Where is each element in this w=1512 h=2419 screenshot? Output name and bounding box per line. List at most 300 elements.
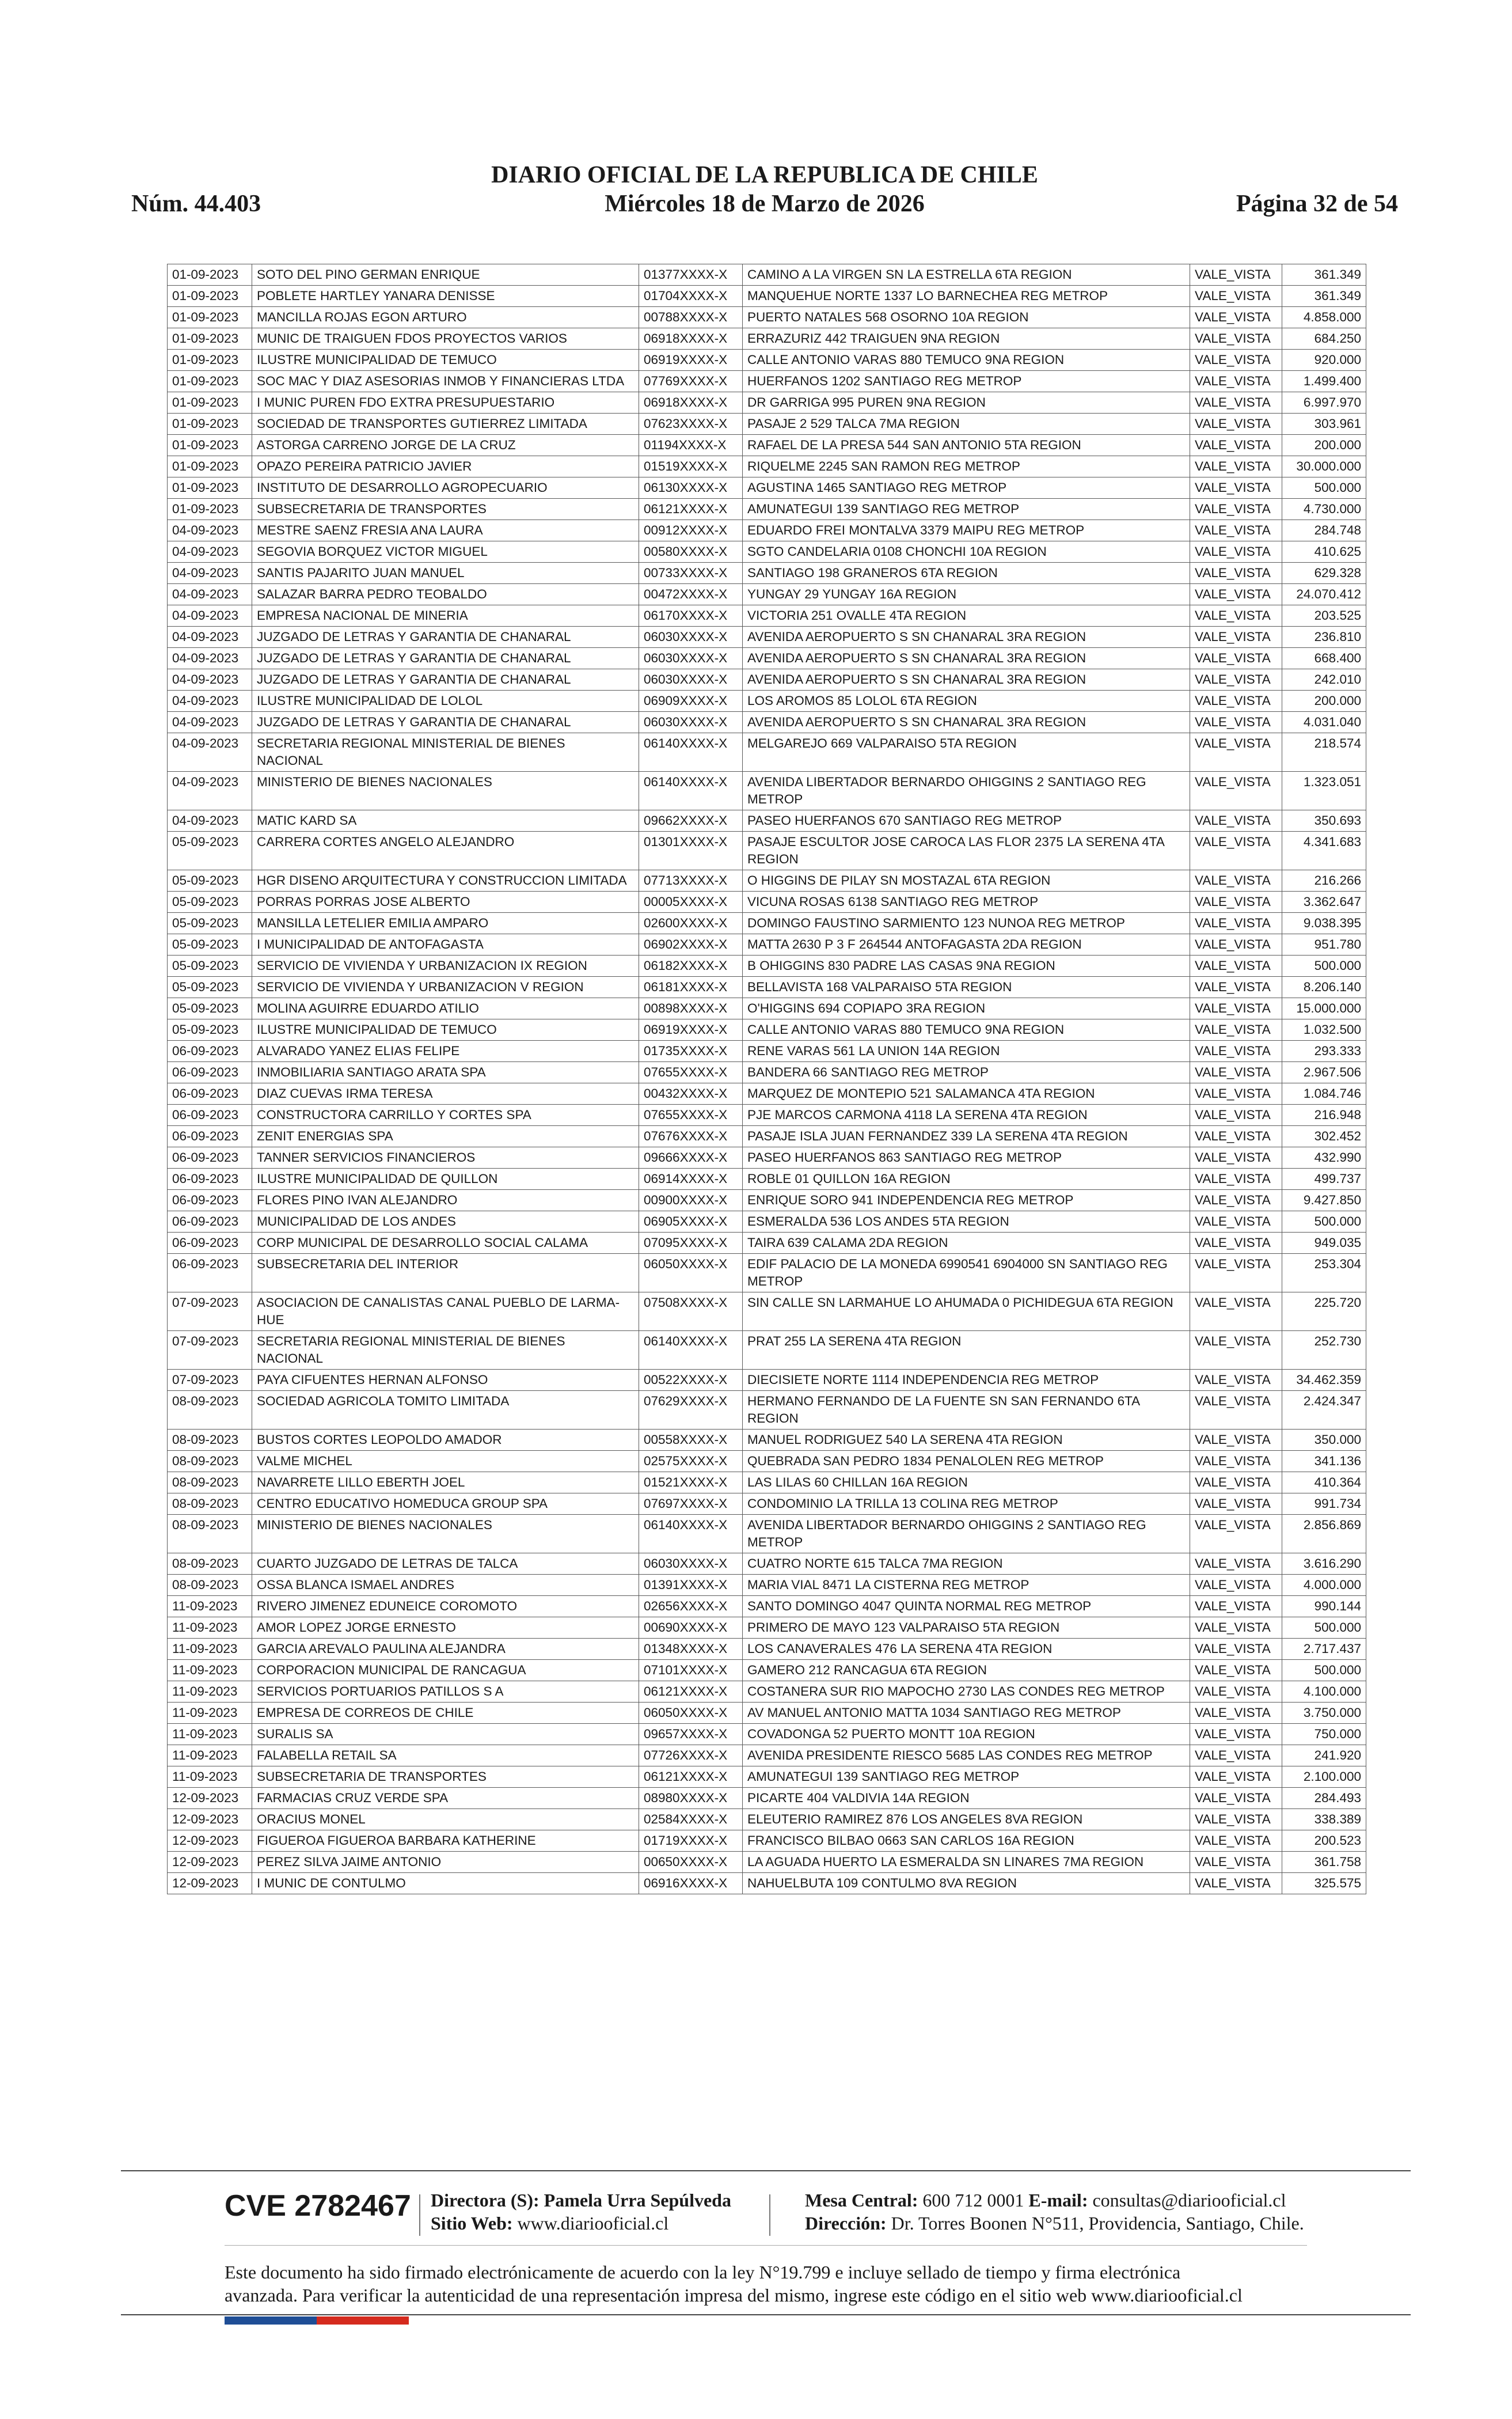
amount-cell: 9.427.850: [1282, 1190, 1366, 1211]
table-row: [168, 456, 1366, 477]
table-row: [168, 605, 1366, 627]
address-cell: NAHUELBUTA 109 CONTULMO 8VA REGION: [743, 1873, 1190, 1894]
rut-cell: 06050XXXX-X: [639, 1703, 743, 1724]
address-cell: EDUARDO FREI MONTALVA 3379 MAIPU REG METROP: [743, 520, 1190, 541]
table-row: [168, 956, 1366, 977]
flag-stripe-red: [317, 2316, 409, 2325]
date-cell: 06-09-2023: [168, 1211, 252, 1233]
name-cell: MUNIC DE TRAIGUEN FDOS PROYECTOS VARIOS: [252, 328, 639, 350]
address-cell: VICUNA ROSAS 6138 SANTIAGO REG METROP: [743, 892, 1190, 913]
rut-cell: 06919XXXX-X: [639, 350, 743, 371]
table-row: [168, 627, 1366, 648]
payment-type-cell: VALE_VISTA: [1190, 1596, 1282, 1617]
amount-cell: 4.858.000: [1282, 307, 1366, 328]
table-row: [168, 1575, 1366, 1596]
address-cell: RIQUELME 2245 SAN RAMON REG METROP: [743, 456, 1190, 477]
rut-cell: 01735XXXX-X: [639, 1041, 743, 1062]
name-cell: FALABELLA RETAIL SA: [252, 1745, 639, 1766]
name-cell: JUZGADO DE LETRAS Y GARANTIA DE CHANARAL: [252, 648, 639, 669]
footer-director-block: [431, 2189, 731, 2235]
amount-cell: 3.616.290: [1282, 1553, 1366, 1575]
address-cell: HUERFANOS 1202 SANTIAGO REG METROP: [743, 371, 1190, 392]
amount-cell: 3.362.647: [1282, 892, 1366, 913]
address-cell: AVENIDA PRESIDENTE RIESCO 5685 LAS CONDES REG METROP: [743, 1745, 1190, 1766]
address-cell: SANTO DOMINGO 4047 QUINTA NORMAL REG METROP: [743, 1596, 1190, 1617]
amount-cell: 341.136: [1282, 1451, 1366, 1472]
payment-type-cell: VALE_VISTA: [1190, 1254, 1282, 1292]
name-cell: MOLINA AGUIRRE EDUARDO ATILIO: [252, 998, 639, 1019]
amount-cell: 2.424.347: [1282, 1391, 1366, 1430]
payment-type-cell: VALE_VISTA: [1190, 328, 1282, 350]
name-cell: ASOCIACION DE CANALISTAS CANAL PUEBLO DE LARMA-HUE: [252, 1292, 639, 1331]
rut-cell: 00912XXXX-X: [639, 520, 743, 541]
payment-type-cell: VALE_VISTA: [1190, 1681, 1282, 1703]
address-cell: CUATRO NORTE 615 TALCA 7MA REGION: [743, 1553, 1190, 1575]
payment-type-cell: VALE_VISTA: [1190, 913, 1282, 934]
mesa-phone: 600 712 0001: [922, 2190, 1024, 2211]
payment-type-cell: VALE_VISTA: [1190, 832, 1282, 870]
name-cell: SERVICIO DE VIVIENDA Y URBANIZACION V REGION: [252, 977, 639, 998]
date-cell: 04-09-2023: [168, 733, 252, 772]
payment-type-cell: VALE_VISTA: [1190, 1147, 1282, 1169]
rut-cell: 06121XXXX-X: [639, 1681, 743, 1703]
rut-cell: 00900XXXX-X: [639, 1190, 743, 1211]
amount-cell: 350.000: [1282, 1430, 1366, 1451]
date-cell: 12-09-2023: [168, 1809, 252, 1830]
payment-type-cell: VALE_VISTA: [1190, 1830, 1282, 1852]
amount-cell: 990.144: [1282, 1596, 1366, 1617]
rut-cell: 01348XXXX-X: [639, 1639, 743, 1660]
payment-type-cell: VALE_VISTA: [1190, 1062, 1282, 1083]
payments-table: [167, 264, 1366, 1894]
table-row: [168, 477, 1366, 499]
amount-cell: 6.997.970: [1282, 392, 1366, 414]
date-cell: 08-09-2023: [168, 1575, 252, 1596]
director-label: Directora (S):: [431, 2190, 540, 2211]
payment-type-cell: VALE_VISTA: [1190, 998, 1282, 1019]
table-row: [168, 1331, 1366, 1370]
name-cell: CONSTRUCTORA CARRILLO Y CORTES SPA: [252, 1105, 639, 1126]
payment-type-cell: VALE_VISTA: [1190, 520, 1282, 541]
name-cell: MANCILLA ROJAS EGON ARTURO: [252, 307, 639, 328]
table-row: [168, 264, 1366, 286]
address-cell: CALLE ANTONIO VARAS 880 TEMUCO 9NA REGION: [743, 1019, 1190, 1041]
payment-type-cell: VALE_VISTA: [1190, 435, 1282, 456]
table-row: [168, 691, 1366, 712]
table-row: [168, 563, 1366, 584]
name-cell: INSTITUTO DE DESARROLLO AGROPECUARIO: [252, 477, 639, 499]
payment-type-cell: VALE_VISTA: [1190, 1430, 1282, 1451]
table-row: [168, 1211, 1366, 1233]
table-row: [168, 712, 1366, 733]
date-cell: 01-09-2023: [168, 350, 252, 371]
name-cell: I MUNIC PUREN FDO EXTRA PRESUPUESTARIO: [252, 392, 639, 414]
date-cell: 11-09-2023: [168, 1766, 252, 1788]
rut-cell: 02656XXXX-X: [639, 1596, 743, 1617]
name-cell: DIAZ CUEVAS IRMA TERESA: [252, 1083, 639, 1105]
name-cell: SUBSECRETARIA DE TRANSPORTES: [252, 1766, 639, 1788]
amount-cell: 284.493: [1282, 1788, 1366, 1809]
date-cell: 04-09-2023: [168, 584, 252, 605]
payment-type-cell: VALE_VISTA: [1190, 627, 1282, 648]
payment-type-cell: VALE_VISTA: [1190, 1211, 1282, 1233]
payment-type-cell: VALE_VISTA: [1190, 733, 1282, 772]
name-cell: AMOR LOPEZ JORGE ERNESTO: [252, 1617, 639, 1639]
date-cell: 06-09-2023: [168, 1169, 252, 1190]
table-row: [168, 1105, 1366, 1126]
rut-cell: 06140XXXX-X: [639, 1515, 743, 1553]
name-cell: JUZGADO DE LETRAS Y GARANTIA DE CHANARAL: [252, 627, 639, 648]
payment-type-cell: VALE_VISTA: [1190, 1703, 1282, 1724]
date-cell: 12-09-2023: [168, 1788, 252, 1809]
payment-type-cell: VALE_VISTA: [1190, 1575, 1282, 1596]
table-row: [168, 1830, 1366, 1852]
payments-table-container: [167, 264, 1366, 1894]
date-cell: 01-09-2023: [168, 392, 252, 414]
name-cell: EMPRESA DE CORREOS DE CHILE: [252, 1703, 639, 1724]
email-label: E-mail:: [1028, 2190, 1088, 2211]
amount-cell: 284.748: [1282, 520, 1366, 541]
name-cell: PAYA CIFUENTES HERNAN ALFONSO: [252, 1370, 639, 1391]
rut-cell: 00788XXXX-X: [639, 307, 743, 328]
payment-type-cell: VALE_VISTA: [1190, 1190, 1282, 1211]
rut-cell: 06030XXXX-X: [639, 669, 743, 691]
amount-cell: 253.304: [1282, 1254, 1366, 1292]
payment-type-cell: VALE_VISTA: [1190, 1391, 1282, 1430]
newspaper-title: DIARIO OFICIAL DE LA REPUBLICA DE CHILE: [491, 162, 1038, 188]
date-cell: 06-09-2023: [168, 1083, 252, 1105]
date-cell: 04-09-2023: [168, 605, 252, 627]
date-cell: 05-09-2023: [168, 832, 252, 870]
rut-cell: 07713XXXX-X: [639, 870, 743, 892]
payment-type-cell: VALE_VISTA: [1190, 456, 1282, 477]
rut-cell: 01704XXXX-X: [639, 286, 743, 307]
rut-cell: 09666XXXX-X: [639, 1147, 743, 1169]
table-row: [168, 1062, 1366, 1083]
table-row: [168, 892, 1366, 913]
payment-type-cell: VALE_VISTA: [1190, 892, 1282, 913]
address-cell: SIN CALLE SN LARMAHUE LO AHUMADA 0 PICHIDEGUA 6TA REGION: [743, 1292, 1190, 1331]
payment-type-cell: VALE_VISTA: [1190, 1292, 1282, 1331]
amount-cell: 3.750.000: [1282, 1703, 1366, 1724]
table-row: [168, 832, 1366, 870]
page-indicator: Página 32 de 54: [1236, 191, 1398, 217]
rut-cell: 07676XXXX-X: [639, 1126, 743, 1147]
rut-cell: 06130XXXX-X: [639, 477, 743, 499]
rut-cell: 06919XXXX-X: [639, 1019, 743, 1041]
date-cell: 11-09-2023: [168, 1745, 252, 1766]
address-cell: LOS CANAVERALES 476 LA SERENA 4TA REGION: [743, 1639, 1190, 1660]
name-cell: SEGOVIA BORQUEZ VICTOR MIGUEL: [252, 541, 639, 563]
table-row: [168, 1041, 1366, 1062]
rut-cell: 00650XXXX-X: [639, 1852, 743, 1873]
name-cell: SERVICIO DE VIVIENDA Y URBANIZACION IX REGION: [252, 956, 639, 977]
address-cell: MATTA 2630 P 3 F 264544 ANTOFAGASTA 2DA REGION: [743, 934, 1190, 956]
name-cell: OPAZO PEREIRA PATRICIO JAVIER: [252, 456, 639, 477]
date-cell: 01-09-2023: [168, 456, 252, 477]
table-row: [168, 772, 1366, 810]
amount-cell: 24.070.412: [1282, 584, 1366, 605]
address-cell: ESMERALDA 536 LOS ANDES 5TA REGION: [743, 1211, 1190, 1233]
payment-type-cell: VALE_VISTA: [1190, 691, 1282, 712]
amount-cell: 242.010: [1282, 669, 1366, 691]
amount-cell: 4.341.683: [1282, 832, 1366, 870]
rut-cell: 06140XXXX-X: [639, 772, 743, 810]
rut-cell: 02575XXXX-X: [639, 1451, 743, 1472]
amount-cell: 2.967.506: [1282, 1062, 1366, 1083]
name-cell: JUZGADO DE LETRAS Y GARANTIA DE CHANARAL: [252, 669, 639, 691]
date-cell: 01-09-2023: [168, 307, 252, 328]
payment-type-cell: VALE_VISTA: [1190, 1852, 1282, 1873]
date-cell: 05-09-2023: [168, 892, 252, 913]
rut-cell: 06140XXXX-X: [639, 733, 743, 772]
rut-cell: 01519XXXX-X: [639, 456, 743, 477]
amount-cell: 225.720: [1282, 1292, 1366, 1331]
rut-cell: 01521XXXX-X: [639, 1472, 743, 1493]
name-cell: CORPORACION MUNICIPAL DE RANCAGUA: [252, 1660, 639, 1681]
payment-type-cell: VALE_VISTA: [1190, 1472, 1282, 1493]
date-cell: 04-09-2023: [168, 627, 252, 648]
date-cell: 06-09-2023: [168, 1254, 252, 1292]
rut-cell: 06918XXXX-X: [639, 392, 743, 414]
amount-cell: 236.810: [1282, 627, 1366, 648]
table-row: [168, 1873, 1366, 1894]
name-cell: SECRETARIA REGIONAL MINISTERIAL DE BIENES NACIONAL: [252, 733, 639, 772]
rut-cell: 00733XXXX-X: [639, 563, 743, 584]
rut-cell: 09662XXXX-X: [639, 810, 743, 832]
rut-cell: 00522XXXX-X: [639, 1370, 743, 1391]
address-label: Dirección:: [805, 2213, 887, 2234]
table-row: [168, 1370, 1366, 1391]
amount-cell: 500.000: [1282, 956, 1366, 977]
payment-type-cell: VALE_VISTA: [1190, 1370, 1282, 1391]
date-cell: 11-09-2023: [168, 1596, 252, 1617]
table-row: [168, 1745, 1366, 1766]
email-link[interactable]: consultas@diariooficial.cl: [1092, 2190, 1286, 2211]
table-row: [168, 669, 1366, 691]
date-cell: 05-09-2023: [168, 913, 252, 934]
date-cell: 07-09-2023: [168, 1331, 252, 1370]
name-cell: SANTIS PAJARITO JUAN MANUEL: [252, 563, 639, 584]
address-cell: DOMINGO FAUSTINO SARMIENTO 123 NUNOA REG METROP: [743, 913, 1190, 934]
table-row: [168, 520, 1366, 541]
amount-cell: 629.328: [1282, 563, 1366, 584]
table-row: [168, 286, 1366, 307]
table-row: [168, 1254, 1366, 1292]
payment-type-cell: VALE_VISTA: [1190, 956, 1282, 977]
date-cell: 05-09-2023: [168, 977, 252, 998]
amount-cell: 216.948: [1282, 1105, 1366, 1126]
payment-type-cell: VALE_VISTA: [1190, 934, 1282, 956]
payment-type-cell: VALE_VISTA: [1190, 264, 1282, 286]
date-cell: 06-09-2023: [168, 1233, 252, 1254]
date-cell: 11-09-2023: [168, 1703, 252, 1724]
rut-cell: 06050XXXX-X: [639, 1254, 743, 1292]
issue-number: Núm. 44.403: [131, 191, 261, 217]
payment-type-cell: VALE_VISTA: [1190, 1617, 1282, 1639]
payment-type-cell: VALE_VISTA: [1190, 499, 1282, 520]
payment-type-cell: VALE_VISTA: [1190, 669, 1282, 691]
name-cell: POBLETE HARTLEY YANARA DENISSE: [252, 286, 639, 307]
rut-cell: 09657XXXX-X: [639, 1724, 743, 1745]
table-row: [168, 1596, 1366, 1617]
table-row: [168, 1451, 1366, 1472]
address-cell: AMUNATEGUI 139 SANTIAGO REG METROP: [743, 499, 1190, 520]
address-cell: MANUEL RODRIGUEZ 540 LA SERENA 4TA REGION: [743, 1430, 1190, 1451]
footer-contact-block: [805, 2189, 1304, 2235]
name-cell: MINISTERIO DE BIENES NACIONALES: [252, 1515, 639, 1553]
name-cell: ORACIUS MONEL: [252, 1809, 639, 1830]
rut-cell: 06170XXXX-X: [639, 605, 743, 627]
rut-cell: 06902XXXX-X: [639, 934, 743, 956]
rut-cell: 00432XXXX-X: [639, 1083, 743, 1105]
footer-top-rule: [121, 2170, 1411, 2171]
name-cell: OSSA BLANCA ISMAEL ANDRES: [252, 1575, 639, 1596]
cve-code: CVE 2782467: [225, 2189, 411, 2223]
payment-type-cell: VALE_VISTA: [1190, 1019, 1282, 1041]
address-cell: SGTO CANDELARIA 0108 CHONCHI 10A REGION: [743, 541, 1190, 563]
name-cell: SALAZAR BARRA PEDRO TEOBALDO: [252, 584, 639, 605]
table-row: [168, 414, 1366, 435]
rut-cell: 02600XXXX-X: [639, 913, 743, 934]
name-cell: BUSTOS CORTES LEOPOLDO AMADOR: [252, 1430, 639, 1451]
address-cell: PASAJE 2 529 TALCA 7MA REGION: [743, 414, 1190, 435]
date-cell: 04-09-2023: [168, 669, 252, 691]
amount-cell: 203.525: [1282, 605, 1366, 627]
amount-cell: 410.625: [1282, 541, 1366, 563]
address-cell: AVENIDA AEROPUERTO S SN CHANARAL 3RA REGION: [743, 627, 1190, 648]
table-row: [168, 870, 1366, 892]
date-cell: 11-09-2023: [168, 1681, 252, 1703]
date-cell: 08-09-2023: [168, 1472, 252, 1493]
rut-cell: 01391XXXX-X: [639, 1575, 743, 1596]
date-cell: 11-09-2023: [168, 1639, 252, 1660]
amount-cell: 2.717.437: [1282, 1639, 1366, 1660]
date-cell: 04-09-2023: [168, 810, 252, 832]
rut-cell: 00558XXXX-X: [639, 1430, 743, 1451]
name-cell: ALVARADO YANEZ ELIAS FELIPE: [252, 1041, 639, 1062]
name-cell: SERVICIOS PORTUARIOS PATILLOS S A: [252, 1681, 639, 1703]
name-cell: CARRERA CORTES ANGELO ALEJANDRO: [252, 832, 639, 870]
amount-cell: 500.000: [1282, 1211, 1366, 1233]
address-cell: PASAJE ISLA JUAN FERNANDEZ 339 LA SERENA 4TA REGION: [743, 1126, 1190, 1147]
amount-cell: 218.574: [1282, 733, 1366, 772]
table-row: [168, 648, 1366, 669]
amount-cell: 8.206.140: [1282, 977, 1366, 998]
amount-cell: 241.920: [1282, 1745, 1366, 1766]
amount-cell: 2.100.000: [1282, 1766, 1366, 1788]
date-cell: 07-09-2023: [168, 1292, 252, 1331]
date-cell: 08-09-2023: [168, 1493, 252, 1515]
table-row: [168, 1472, 1366, 1493]
amount-cell: 920.000: [1282, 350, 1366, 371]
amount-cell: 361.349: [1282, 264, 1366, 286]
footer-separator: [419, 2194, 420, 2236]
amount-cell: 350.693: [1282, 810, 1366, 832]
rut-cell: 06140XXXX-X: [639, 1331, 743, 1370]
amount-cell: 9.038.395: [1282, 913, 1366, 934]
rut-cell: 06918XXXX-X: [639, 328, 743, 350]
name-cell: SECRETARIA REGIONAL MINISTERIAL DE BIENES NACIONAL: [252, 1331, 639, 1370]
rut-cell: 06914XXXX-X: [639, 1169, 743, 1190]
amount-cell: 668.400: [1282, 648, 1366, 669]
date-cell: 04-09-2023: [168, 772, 252, 810]
date-cell: 08-09-2023: [168, 1515, 252, 1553]
address-cell: DIECISIETE NORTE 1114 INDEPENDENCIA REG METROP: [743, 1370, 1190, 1391]
date-cell: 12-09-2023: [168, 1873, 252, 1894]
address-cell: PJE MARCOS CARMONA 4118 LA SERENA 4TA REGION: [743, 1105, 1190, 1126]
amount-cell: 684.250: [1282, 328, 1366, 350]
address-cell: LA AGUADA HUERTO LA ESMERALDA SN LINARES 7MA REGION: [743, 1852, 1190, 1873]
amount-cell: 949.035: [1282, 1233, 1366, 1254]
address-cell: PRIMERO DE MAYO 123 VALPARAISO 5TA REGION: [743, 1617, 1190, 1639]
rut-cell: 06030XXXX-X: [639, 627, 743, 648]
amount-cell: 4.000.000: [1282, 1575, 1366, 1596]
payment-type-cell: VALE_VISTA: [1190, 1169, 1282, 1190]
address-cell: EDIF PALACIO DE LA MONEDA 6990541 6904000 SN SANTIAGO REG METROP: [743, 1254, 1190, 1292]
date-cell: 05-09-2023: [168, 870, 252, 892]
payment-type-cell: VALE_VISTA: [1190, 477, 1282, 499]
table-row: [168, 733, 1366, 772]
date-cell: 08-09-2023: [168, 1430, 252, 1451]
address-cell: AVENIDA AEROPUERTO S SN CHANARAL 3RA REGION: [743, 648, 1190, 669]
date-cell: 06-09-2023: [168, 1190, 252, 1211]
table-row: [168, 392, 1366, 414]
table-row: [168, 1019, 1366, 1041]
table-row: [168, 1190, 1366, 1211]
payment-type-cell: VALE_VISTA: [1190, 1745, 1282, 1766]
date-cell: 06-09-2023: [168, 1041, 252, 1062]
address-cell: PASEO HUERFANOS 670 SANTIAGO REG METROP: [743, 810, 1190, 832]
date-cell: 01-09-2023: [168, 328, 252, 350]
rut-cell: 07508XXXX-X: [639, 1292, 743, 1331]
date-cell: 04-09-2023: [168, 541, 252, 563]
table-row: [168, 435, 1366, 456]
website-link[interactable]: www.diariooficial.cl: [517, 2213, 669, 2234]
date-cell: 05-09-2023: [168, 1019, 252, 1041]
address-cell: AVENIDA LIBERTADOR BERNARDO OHIGGINS 2 SANTIAGO REG METROP: [743, 772, 1190, 810]
address-cell: CAMINO A LA VIRGEN SN LA ESTRELLA 6TA REGION: [743, 264, 1190, 286]
date-cell: 06-09-2023: [168, 1062, 252, 1083]
payment-type-cell: VALE_VISTA: [1190, 977, 1282, 998]
amount-cell: 499.737: [1282, 1169, 1366, 1190]
footer-bottom-rule: [121, 2314, 1411, 2315]
payment-type-cell: VALE_VISTA: [1190, 584, 1282, 605]
address-cell: O'HIGGINS 694 COPIAPO 3RA REGION: [743, 998, 1190, 1019]
date-cell: 11-09-2023: [168, 1724, 252, 1745]
table-row: [168, 1430, 1366, 1451]
address-cell: PASEO HUERFANOS 863 SANTIAGO REG METROP: [743, 1147, 1190, 1169]
date-cell: 04-09-2023: [168, 712, 252, 733]
rut-cell: 07655XXXX-X: [639, 1105, 743, 1126]
address-cell: QUEBRADA SAN PEDRO 1834 PENALOLEN REG METROP: [743, 1451, 1190, 1472]
table-row: [168, 1493, 1366, 1515]
name-cell: ILUSTRE MUNICIPALIDAD DE QUILLON: [252, 1169, 639, 1190]
address-cell: PUERTO NATALES 568 OSORNO 10A REGION: [743, 307, 1190, 328]
name-cell: HGR DISENO ARQUITECTURA Y CONSTRUCCION LIMITADA: [252, 870, 639, 892]
payment-type-cell: VALE_VISTA: [1190, 605, 1282, 627]
amount-cell: 432.990: [1282, 1147, 1366, 1169]
amount-cell: 200.000: [1282, 435, 1366, 456]
table-row: [168, 1515, 1366, 1553]
table-row: [168, 1724, 1366, 1745]
rut-cell: 07623XXXX-X: [639, 414, 743, 435]
payments-table-body: [168, 264, 1366, 1894]
address-cell: BANDERA 66 SANTIAGO REG METROP: [743, 1062, 1190, 1083]
name-cell: PEREZ SILVA JAIME ANTONIO: [252, 1852, 639, 1873]
address-cell: HERMANO FERNANDO DE LA FUENTE SN SAN FERNANDO 6TA REGION: [743, 1391, 1190, 1430]
address-cell: MELGAREJO 669 VALPARAISO 5TA REGION: [743, 733, 1190, 772]
